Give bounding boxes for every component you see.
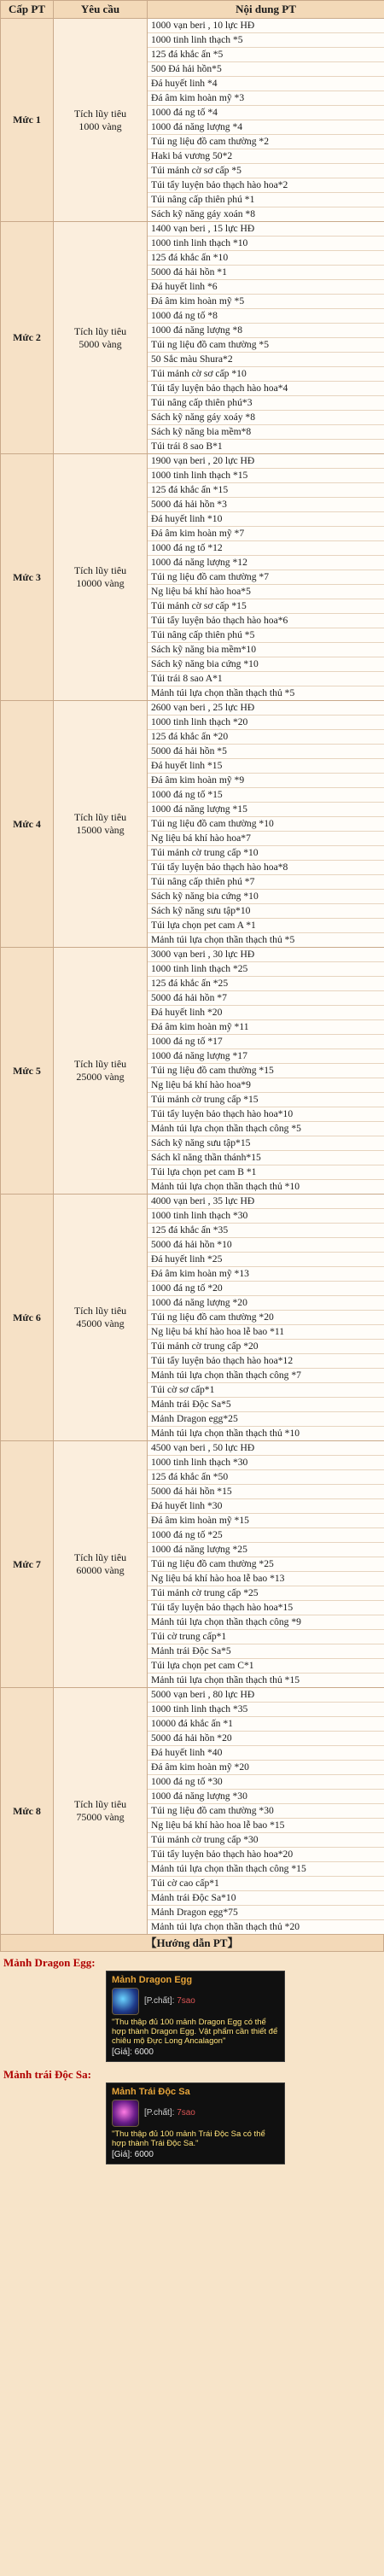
reward-item: 1000 tinh linh thạch *25 [148,962,384,977]
reward-item: 50 Sắc màu Shura*2 [148,353,384,367]
level-name: Mức 4 [1,701,54,948]
reward-item: 4000 vạn beri , 35 lực HĐ [148,1195,384,1209]
reward-item: 1000 tinh linh thạch *10 [148,237,384,251]
level-name: Mức 1 [1,19,54,222]
reward-item: 5000 đá hải hồn *1 [148,266,384,280]
requirement-line: 5000 vàng [79,337,122,350]
reward-item: Mảnh túi lựa chọn thần thạch thủ *5 [151,687,295,698]
table-header-row [1,1,384,19]
reward-item: Túi tẩy luyện bảo thạch hào hoa*10 [148,1107,384,1122]
reward-item: 1000 tinh linh thạch *15 [148,469,384,483]
reward-item: 1900 vạn beri , 20 lực HĐ [148,454,384,469]
reward-item: Túi ng liệu đồ cam thường *7 [148,570,384,585]
reward-item: Đá huyết linh *30 [148,1499,384,1514]
reward-item: 1400 vạn beri , 15 lực HĐ [148,222,384,237]
reward-item: Túi cờ cao cấp*1 [148,1877,384,1891]
dragon-egg-rarity [144,1996,195,2006]
reward-item: Đá âm kim hoàn mỹ *20 [148,1761,384,1775]
table-row [1,19,384,222]
reward-item: Túi nâng cấp thiên phú *1 [148,193,384,207]
dragon-egg-description: "Thu thập đủ 100 mảnh Dragon Egg có thể hợp thành Dragon Egg. Vật phẩm cần thiết để chiêu mộ Đực Long Ancalagon" [112,2018,278,2046]
reward-item: 125 đá khắc ấn *25 [148,977,384,991]
reward-item: Túi mảnh cờ sơ cấp *15 [148,599,384,614]
table-row [1,1441,384,1688]
guide-title: 【Hướng dẫn PT】 [0,1935,384,1952]
reward-item: Túi cờ trung cấp*1 [148,1630,384,1644]
reward-item: 1000 tinh linh thạch *30 [148,1209,384,1224]
reward-item: Mảnh túi lựa chọn thần thạch công *9 [148,1615,384,1630]
requirement-line: 75000 vàng [76,1811,125,1823]
reward-item: 1000 đá năng lượng *20 [148,1296,384,1311]
reward-item: Sách kỹ năng gáy xoáy *8 [148,411,384,425]
reward-item: Túi nâng cấp thiên phú *5 [148,628,384,643]
table-body [1,19,384,1935]
reward-item: 1000 tinh linh thạch *5 [148,33,384,48]
reward-item: Đá huyết linh *15 [148,759,384,774]
reward-item: Túi tẩy luyện bảo thạch hào hoa*6 [148,614,384,628]
reward-item: Đá âm kim hoàn mỹ *13 [148,1267,384,1282]
header-content: Nội dung PT [148,1,384,19]
reward-item: Túi ng liệu đồ cam thường *25 [148,1557,384,1572]
reward-item: Túi ng liệu đồ cam thường *20 [148,1311,384,1325]
reward-item: 2600 vạn beri , 25 lực HĐ [148,701,384,716]
reward-item: Haki bá vương 50*2 [148,149,384,164]
table-row [1,222,384,454]
reward-item: Mảnh túi lựa chọn thần thạch công *15 [148,1862,384,1877]
reward-item: Túi lựa chọn pet cam C*1 [148,1659,384,1674]
reward-item: Đá huyết linh *4 [148,77,384,91]
reward-item: 5000 đá hải hồn *3 [148,498,384,512]
reward-item: 1000 đá năng lượng *4 [148,120,384,135]
reward-item: 5000 đá hải hồn *15 [148,1485,384,1499]
level-name: Mức 5 [1,948,54,1195]
requirement-cell [54,1195,148,1441]
reward-item: Sách kỹ năng sưu tập*15 [148,1136,384,1151]
table-row [1,701,384,948]
reward-item: Túi tẩy luyện bảo thạch hào hoa*8 [148,861,384,875]
reward-item: Ng liệu bá khí hào hoa*9 [148,1078,384,1093]
reward-item: Đá âm kim hoàn mỹ *11 [148,1020,384,1035]
reward-item: Túi nâng cấp thiên phú *7 [148,875,384,890]
reward-item: Ng liệu bá khí hào hoa lễ bao *13 [148,1572,384,1586]
reward-item: 125 đá khắc ấn *10 [148,251,384,266]
reward-item: Đá âm kim hoàn mỹ *15 [148,1514,384,1528]
rarity-key: [P.chất]: [144,2108,175,2117]
reward-item: Mảnh Dragon egg*25 [148,1412,384,1427]
requirement-line: 45000 vàng [76,1317,125,1329]
reward-item: Túi mảnh cờ trung cấp *25 [148,1586,384,1601]
rarity-key: [P.chất]: [144,1996,175,2006]
requirement-line: 1000 vàng [79,120,122,132]
reward-item: 4500 vạn beri , 50 lực HĐ [148,1441,384,1456]
reward-list [148,948,384,1195]
level-name: Mức 2 [1,222,54,454]
reward-item: 1000 đá năng lượng *15 [148,803,384,817]
devil-fruit-tooltip [106,2082,285,2164]
reward-item: Túi lựa chọn pet cam A *1 [148,919,384,933]
table-row [1,1195,384,1441]
reward-item: Túi mảnh cờ trung cấp *20 [148,1340,384,1354]
requirement-line: Tích lũy tiêu [73,107,127,120]
reward-item: Sách kỹ năng gáy xoán *8 [151,208,256,219]
requirement-line: Tích lũy tiêu [73,324,127,337]
reward-item: Mảnh trái Độc Sa*5 [148,1398,384,1412]
reward-item: Túi ng liệu đồ cam thường *10 [148,817,384,832]
reward-item: 1000 đá ng tố *15 [148,788,384,803]
reward-item: Mảnh túi lựa chọn thần thạch thủ *15 [151,1674,300,1685]
reward-item: 125 đá khắc ấn *20 [148,730,384,745]
reward-item: 1000 đá năng lượng *12 [148,556,384,570]
devil-fruit-card-title: Mảnh Trái Độc Sa [112,2087,190,2097]
requirement-cell [54,1688,148,1935]
rarity-value: 7sao [177,1996,195,2006]
reward-item: Mảnh trái Độc Sa*10 [148,1891,384,1906]
dragon-egg-card-title: Mảnh Dragon Egg [112,1975,193,1985]
reward-item: Túi mảnh cờ trung cấp *15 [148,1093,384,1107]
reward-item: Ng liệu bá khí hào hoa lễ bao *15 [148,1819,384,1833]
requirement-line: Tích lũy tiêu [73,564,127,576]
reward-item: 1000 tinh linh thạch *30 [148,1456,384,1470]
requirement-cell [54,1441,148,1688]
reward-item: Đá huyết linh *10 [148,512,384,527]
reward-item: 1000 đá ng tố *8 [148,309,384,324]
reward-item: 1000 đá ng tố *4 [148,106,384,120]
reward-item: Ng liệu bá khí hào hoa lễ bao *11 [148,1325,384,1340]
reward-item: Túi mảnh cờ sơ cấp *5 [148,164,384,178]
reward-item: 5000 vạn beri , 80 lực HĐ [148,1688,384,1703]
reward-item: 5000 đá hải hồn *10 [148,1238,384,1253]
level-name: Mức 3 [1,454,54,701]
reward-item: Đá huyết linh *6 [148,280,384,295]
dragon-egg-card-top [112,1987,279,2016]
reward-list [148,1688,384,1935]
reward-item: 1000 vạn beri , 10 lực HĐ [148,19,384,33]
reward-item: Sách kỹ năng bia cứng *10 [148,657,384,672]
reward-item: Đá huyết linh *20 [148,1006,384,1020]
reward-item: 3000 vạn beri , 30 lực HĐ [148,948,384,962]
reward-list [148,454,384,701]
rarity-value: 7sao [177,2108,195,2117]
requirement-line: Tích lũy tiêu [73,1551,127,1563]
reward-list [148,1195,384,1441]
reward-list [148,701,384,948]
devil-fruit-description: "Thu thập đủ 100 mảnh Trái Độc Sa có thể hợp thành Trái Độc Sa." [112,2129,265,2148]
reward-item: Mảnh túi lựa chọn thần thạch công *5 [148,1122,384,1136]
reward-item: Túi ng liệu đồ cam thường *2 [148,135,384,149]
reward-item: Sách kỹ năng bia mềm*10 [148,643,384,657]
reward-item: Mảnh Dragon egg*75 [148,1906,384,1920]
reward-item: Mảnh túi lựa chọn thần thạch thủ *20 [151,1921,300,1932]
requirement-line: Tích lũy tiêu [73,1305,127,1317]
header-level: Cấp PT [1,1,54,19]
reward-item: Mảnh trái Độc Sa*5 [148,1644,384,1659]
reward-item: Túi lựa chọn pet cam B *1 [148,1165,384,1180]
reward-item: Đá âm kim hoàn mỹ *7 [148,527,384,541]
reward-item: 1000 đá năng lượng *25 [148,1543,384,1557]
reward-item: 125 đá khắc ấn *5 [148,48,384,62]
reward-item: 1000 đá năng lượng *30 [148,1790,384,1804]
requirement-line: 15000 vàng [76,824,125,836]
dragon-egg-icon [112,1988,139,2015]
requirement-cell [54,222,148,454]
reward-item: 1000 đá ng tố *17 [148,1035,384,1049]
reward-item: Mảnh túi lựa chọn thần thạch thủ *10 [151,1181,300,1192]
requirement-line: 25000 vàng [76,1071,125,1083]
reward-item: 125 đá khắc ấn *15 [148,483,384,498]
requirement-cell [54,701,148,948]
level-name: Mức 8 [1,1688,54,1935]
reward-item: Ng liệu bá khí hào hoa*5 [148,585,384,599]
devil-fruit-label: Mảnh trái Độc Sa: [3,2068,91,2081]
requirement-cell [54,948,148,1195]
reward-item: 500 Đá hải hồn*5 [148,62,384,77]
reward-item: Túi tẩy luyện bảo thạch hào hoa*2 [148,178,384,193]
reward-item: Túi mảnh cờ sơ cấp *10 [148,367,384,382]
reward-item: Túi tẩy luyện bảo thạch hào hoa*12 [148,1354,384,1369]
reward-item: 5000 đá hải hồn *20 [148,1732,384,1746]
reward-list [148,222,384,454]
requirement-line: Tích lũy tiêu [73,1058,127,1070]
reward-item: Túi cờ sơ cấp*1 [148,1383,384,1398]
reward-item: Túi mảnh cờ trung cấp *30 [148,1833,384,1848]
reward-item: 1000 đá ng tố *30 [148,1775,384,1790]
reward-item: 5000 đá hải hồn *7 [148,991,384,1006]
requirement-cell [54,454,148,701]
reward-item: Đá âm kim hoàn mỹ *3 [148,91,384,106]
reward-list [148,1441,384,1688]
reward-item: 1000 tinh linh thạch *20 [148,716,384,730]
guide-section [0,1952,384,2164]
reward-item: Túi ng liệu đồ cam thường *30 [148,1804,384,1819]
requirement-line: Tích lũy tiêu [73,1798,127,1810]
reward-item: Ng liệu bá khí hào hoa*7 [148,832,384,846]
dragon-egg-price: [Giá]: 6000 [112,2047,154,2057]
level-name: Mức 7 [1,1441,54,1688]
reward-item: Sách kỹ năng bia cứng *10 [148,890,384,904]
reward-item: Mảnh túi lựa chọn thần thạch công *7 [148,1369,384,1383]
reward-item: 1000 đá ng tố *20 [148,1282,384,1296]
reward-item: Túi trái 8 sao A*1 [148,672,384,686]
devil-fruit-icon [112,2100,139,2127]
level-name: Mức 6 [1,1195,54,1441]
reward-item: 1000 đá ng tố *12 [148,541,384,556]
requirement-line: 60000 vàng [76,1564,125,1576]
reward-item: Túi ng liệu đồ cam thường *15 [148,1064,384,1078]
reward-item: Túi tẩy luyện bảo thạch hào hoa*20 [148,1848,384,1862]
reward-item: 125 đá khắc ấn *50 [148,1470,384,1485]
reward-list [148,19,384,222]
devil-fruit-card-top [112,2099,279,2128]
reward-item: 1000 đá năng lượng *17 [148,1049,384,1064]
reward-item: Túi ng liệu đồ cam thường *5 [148,338,384,353]
table-row [1,1688,384,1935]
reward-item: Đá huyết linh *40 [148,1746,384,1761]
dragon-egg-tooltip [106,1971,285,2062]
reward-item: Túi trái 8 sao B*1 [151,441,223,452]
reward-item: Đá huyết linh *25 [148,1253,384,1267]
devil-fruit-price: [Giá]: 6000 [112,2150,154,2159]
requirement-line: Tích lũy tiêu [73,811,127,823]
reward-item: Túi tẩy luyện bảo thạch hào hoa*15 [148,1601,384,1615]
reward-item: Sách kĩ năng thần thánh*15 [148,1151,384,1165]
header-requirement: Yêu cầu [54,1,148,19]
reward-item: Túi tẩy luyện bảo thạch hào hoa*4 [148,382,384,396]
reward-item: 1000 đá ng tố *25 [148,1528,384,1543]
reward-item: Sách kỹ năng sưu tập*10 [148,904,384,919]
devil-fruit-rarity [144,2108,195,2118]
reward-item: 125 đá khắc ấn *35 [148,1224,384,1238]
reward-item: Túi nâng cấp thiên phú*3 [148,396,384,411]
requirement-line: 10000 vàng [76,577,125,589]
reward-item: Đá âm kim hoàn mỹ *5 [148,295,384,309]
reward-item: 1000 đá năng lượng *8 [148,324,384,338]
reward-item: Mảnh túi lựa chọn thần thạch thủ *10 [151,1428,300,1439]
table-row [1,948,384,1195]
reward-item: 1000 tinh linh thạch *35 [148,1703,384,1717]
reward-item: Đá âm kim hoàn mỹ *9 [148,774,384,788]
reward-item: Mảnh túi lựa chọn thần thạch thủ *5 [151,934,295,945]
table-row [1,454,384,701]
dragon-egg-label: Mảnh Dragon Egg: [3,1956,96,1969]
reward-item: 5000 đá hải hồn *5 [148,745,384,759]
requirement-cell [54,19,148,222]
reward-item: Túi mảnh cờ trung cấp *10 [148,846,384,861]
reward-item: Sách kỹ năng bia mềm*8 [148,425,384,440]
reward-item: 10000 đá khắc ấn *1 [148,1717,384,1732]
